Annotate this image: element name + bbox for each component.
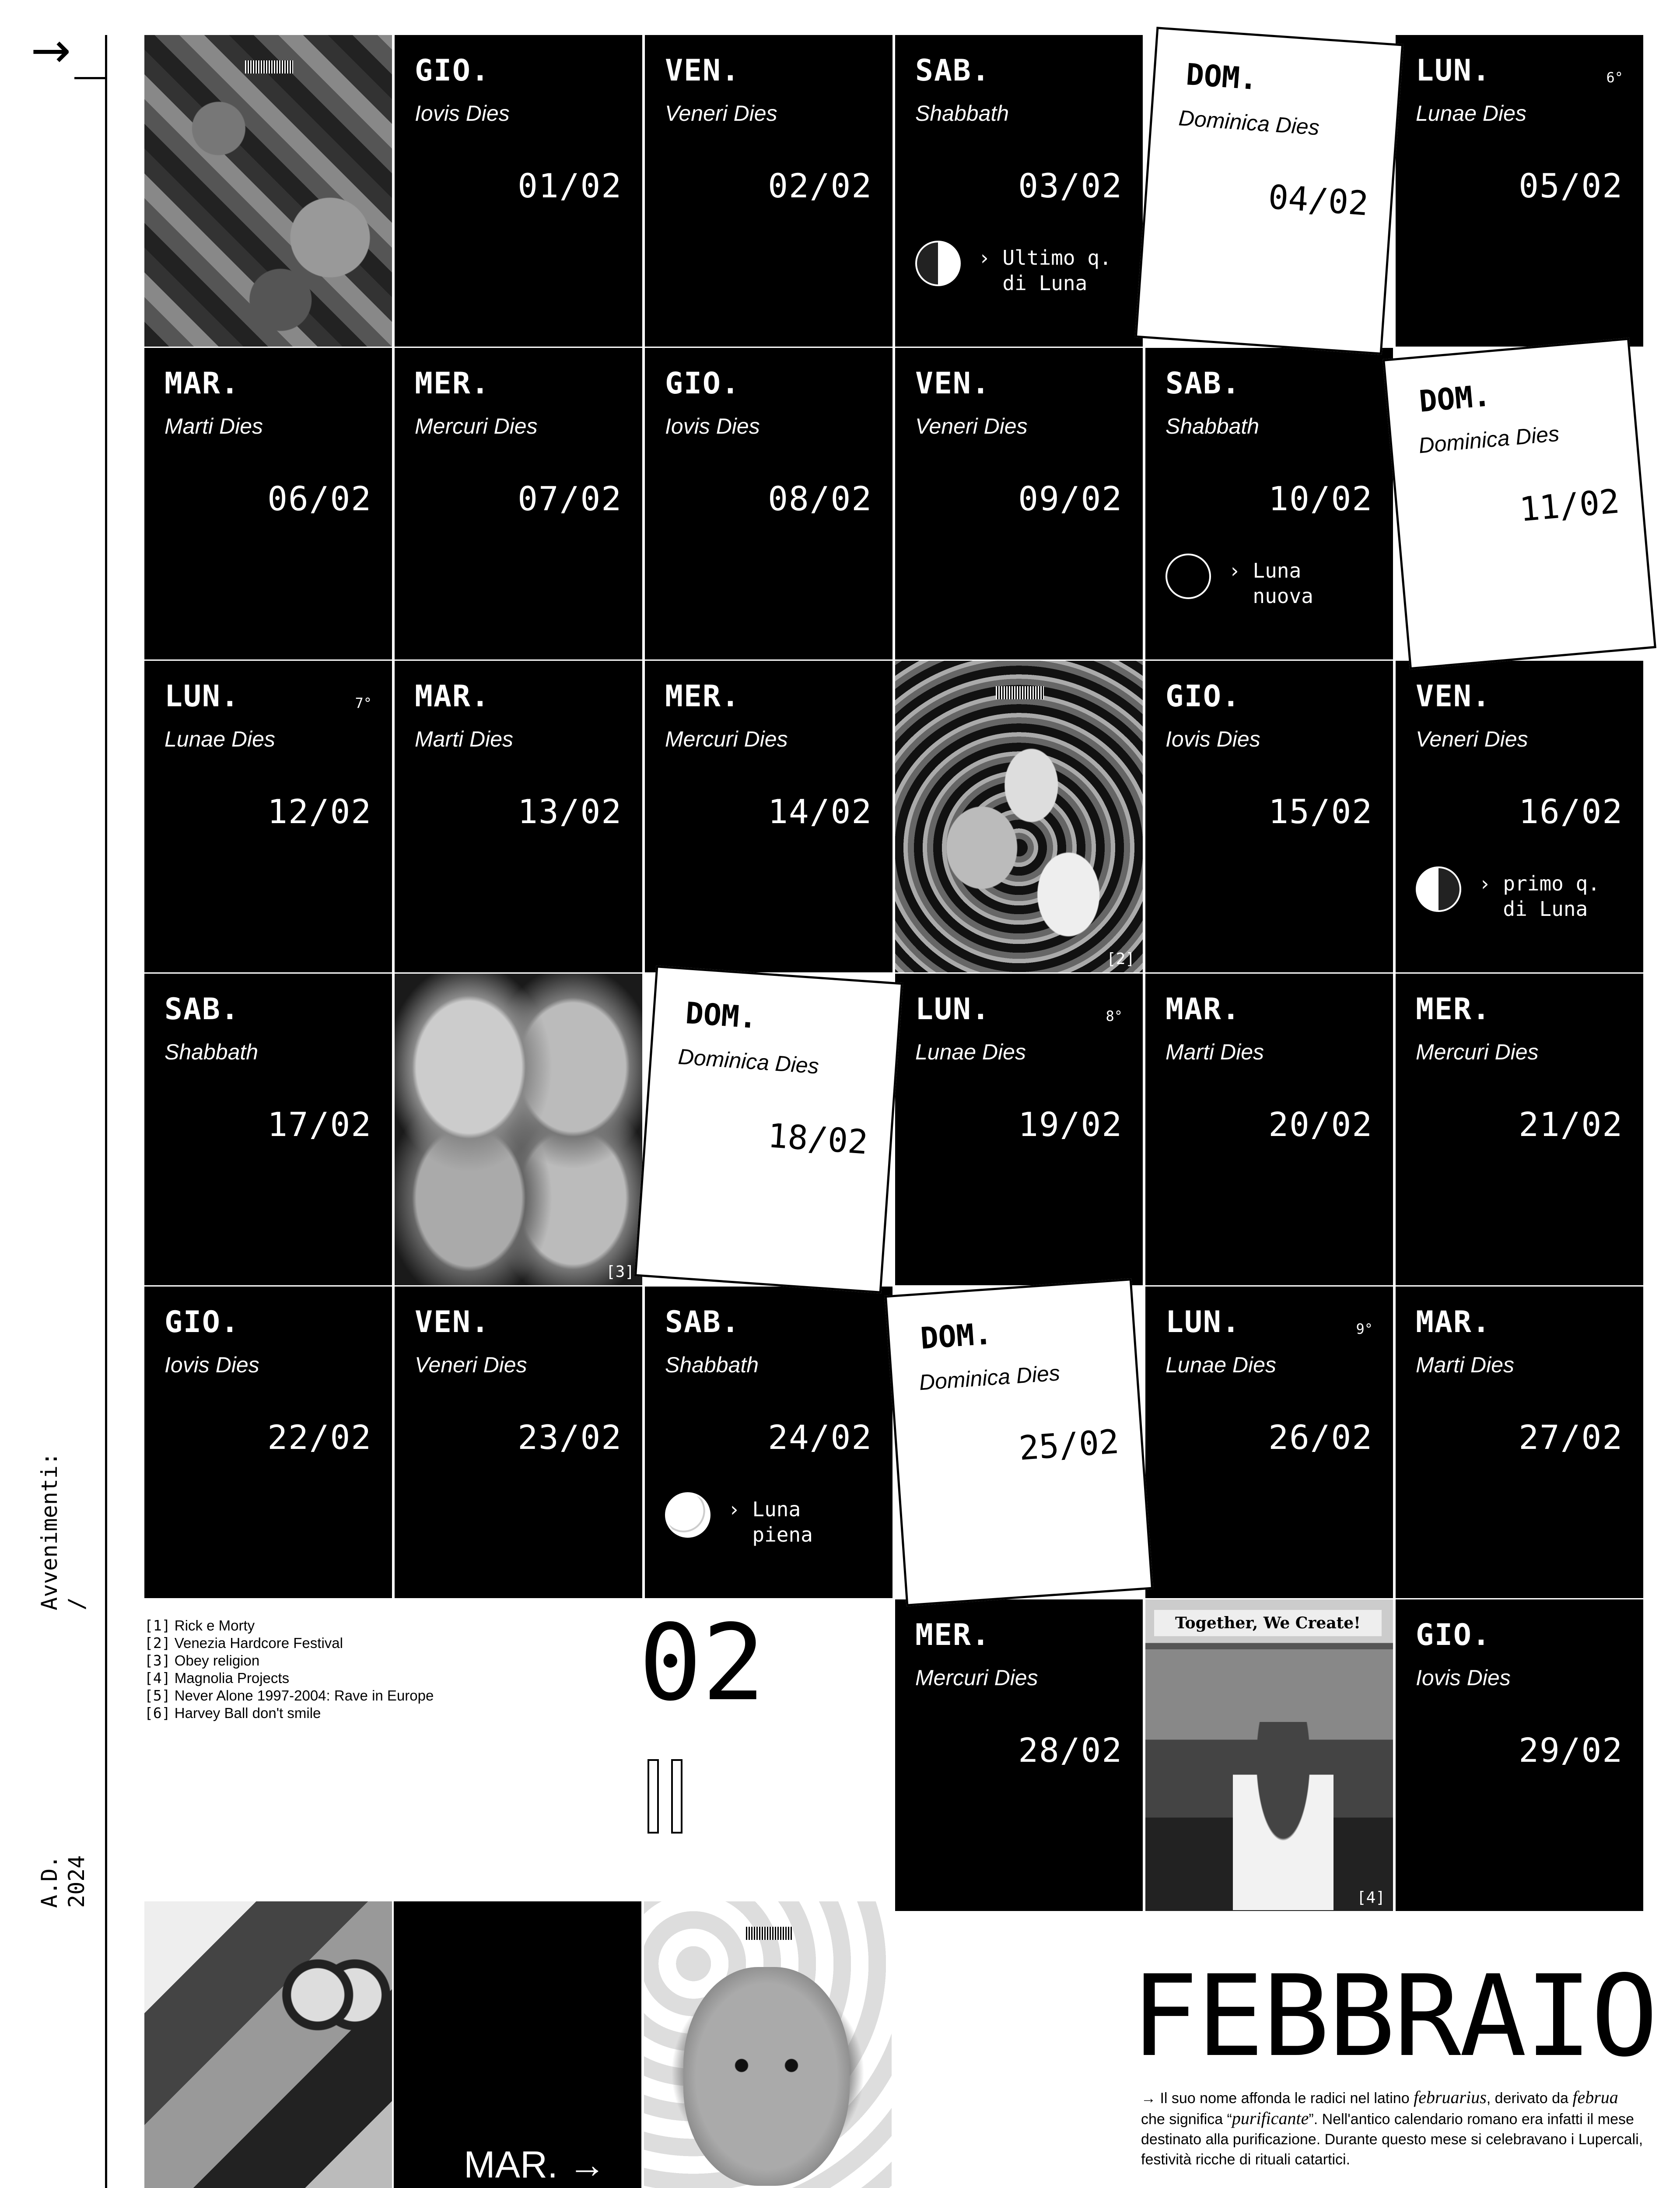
day-abbr: LUN. — [915, 992, 990, 1027]
face-portrait — [683, 1967, 850, 2186]
day-abbr: VEN. — [1416, 679, 1491, 714]
day-cell[interactable] — [1145, 974, 1393, 1285]
day-cell[interactable] — [645, 1287, 892, 1598]
photo-ref: [2] — [1106, 950, 1135, 968]
photo-obey-religion — [395, 974, 642, 1285]
day-latin: Lunae Dies — [1416, 101, 1526, 126]
day-abbr: MAR. — [1416, 1305, 1491, 1339]
day-latin: Dominica Dies — [918, 1360, 1061, 1395]
day-latin: Veneri Dies — [1416, 727, 1528, 751]
day-latin: Marti Dies — [164, 414, 263, 438]
day-date: 22/02 — [267, 1418, 372, 1457]
day-cell[interactable] — [1396, 1287, 1643, 1598]
day-date: 01/02 — [518, 166, 622, 205]
day-cell[interactable] — [1396, 661, 1643, 972]
year-label — [36, 1855, 90, 1908]
day-cell[interactable] — [144, 661, 392, 972]
day-date: 16/02 — [1519, 792, 1623, 831]
day-abbr: VEN. — [665, 53, 740, 88]
day-date: 05/02 — [1519, 166, 1623, 205]
sunday-card[interactable] — [1135, 27, 1404, 355]
photo-hardcore-festival — [895, 661, 1143, 972]
day-cell[interactable] — [395, 1287, 642, 1598]
roman-two-icon — [648, 1759, 691, 1834]
footnote-item — [144, 1687, 434, 1704]
moon-phase-text: › Luna piena — [728, 1497, 813, 1546]
day-date: 03/02 — [1018, 166, 1123, 205]
day-abbr: VEN. — [915, 366, 990, 401]
day-cell[interactable] — [395, 348, 642, 659]
day-abbr: LUN. — [1416, 53, 1491, 88]
day-date: 17/02 — [267, 1105, 372, 1144]
day-abbr: DOM. — [919, 1316, 994, 1357]
sunday-card[interactable] — [634, 965, 903, 1294]
day-date: 21/02 — [1519, 1105, 1623, 1144]
sunday-card[interactable] — [885, 1278, 1153, 1606]
day-date: 07/02 — [518, 479, 622, 518]
poster-banner: Together, We Create! — [1154, 1610, 1382, 1636]
moon-phase-text: › Ultimo q. di Luna — [978, 246, 1112, 295]
day-date: 12/02 — [267, 792, 372, 831]
day-latin: Lunae Dies — [164, 727, 275, 751]
photo-ref: [3] — [606, 1263, 634, 1281]
moon-phase-text: › primo q. di Luna — [1479, 872, 1600, 921]
day-latin: Iovis Dies — [665, 414, 760, 438]
day-cell[interactable] — [1145, 661, 1393, 972]
day-cell[interactable] — [645, 348, 892, 659]
day-date: 11/02 — [1518, 481, 1621, 529]
day-abbr: DOM. — [1418, 378, 1492, 419]
week-number: 7° — [355, 695, 372, 712]
events-label-text: Avvenimenti: — [37, 1452, 62, 1610]
day-abbr: LUN. — [1166, 1305, 1241, 1339]
day-date: 23/02 — [518, 1418, 622, 1457]
day-latin: Mercuri Dies — [665, 727, 788, 751]
events-label — [36, 1452, 90, 1610]
footnote-text: Venezia Hardcore Festival — [174, 1635, 343, 1651]
day-latin: Shabbath — [915, 101, 1009, 126]
footnote-number: [2] — [144, 1634, 171, 1652]
day-cell[interactable] — [645, 661, 892, 972]
day-latin: Mercuri Dies — [915, 1666, 1038, 1690]
week-number: 9° — [1356, 1321, 1373, 1337]
day-latin: Shabbath — [665, 1353, 759, 1377]
day-abbr: GIO. — [164, 1305, 240, 1339]
day-latin: Iovis Dies — [164, 1353, 259, 1377]
day-abbr: MER. — [665, 679, 740, 714]
day-abbr: MER. — [415, 366, 490, 401]
day-abbr: MAR. — [164, 366, 240, 401]
day-cell[interactable] — [1145, 1287, 1393, 1598]
footnote-text: Obey religion — [174, 1652, 260, 1669]
photo-ref: [4] — [1356, 1889, 1385, 1907]
day-cell[interactable] — [1396, 35, 1643, 347]
day-abbr: VEN. — [415, 1305, 490, 1339]
day-cell[interactable] — [144, 348, 392, 659]
footnote-item — [144, 1634, 434, 1652]
moon-phase-text: › Luna nuova — [1228, 559, 1313, 608]
footnote-text: Rick e Morty — [174, 1617, 255, 1634]
day-date: 04/02 — [1267, 177, 1370, 223]
day-abbr: GIO. — [1166, 679, 1241, 714]
day-date: 10/02 — [1268, 479, 1373, 518]
day-abbr: SAB. — [915, 53, 990, 88]
footnote-number: [4] — [144, 1669, 171, 1687]
day-abbr: GIO. — [415, 53, 490, 88]
day-abbr: MER. — [1416, 992, 1491, 1027]
day-abbr: MAR. — [415, 679, 490, 714]
person-figure — [1233, 1722, 1334, 1910]
moon-phase-icon — [915, 241, 961, 286]
day-cell[interactable] — [144, 974, 392, 1285]
day-latin: Mercuri Dies — [415, 414, 538, 438]
day-date: 15/02 — [1268, 792, 1373, 831]
day-cell[interactable] — [645, 35, 892, 347]
week-number: 8° — [1106, 1008, 1123, 1024]
next-month-cell[interactable] — [394, 1901, 641, 2188]
day-abbr: GIO. — [1416, 1618, 1491, 1652]
day-latin: Iovis Dies — [1416, 1666, 1511, 1690]
moon-phase-icon — [1166, 554, 1211, 599]
day-latin: Iovis Dies — [415, 101, 510, 126]
footnote-text: Magnolia Projects — [174, 1670, 290, 1686]
day-date: 13/02 — [518, 792, 622, 831]
day-abbr: SAB. — [1166, 366, 1241, 401]
photo-magnolia-projects — [1145, 1599, 1393, 1911]
day-abbr: DOM. — [684, 996, 759, 1036]
footnote-item — [144, 1704, 434, 1722]
barcode-icon — [245, 60, 293, 74]
day-date: 24/02 — [768, 1418, 872, 1457]
day-date: 19/02 — [1018, 1105, 1123, 1144]
day-cell[interactable] — [1145, 348, 1393, 659]
day-abbr: GIO. — [665, 366, 740, 401]
day-cell[interactable] — [395, 35, 642, 347]
day-date: 20/02 — [1268, 1105, 1373, 1144]
moon-phase-icon — [665, 1492, 710, 1538]
back-arrow-icon[interactable]: → — [31, 22, 71, 78]
day-abbr: DOM. — [1185, 57, 1259, 97]
year-text: 2024 — [64, 1855, 89, 1908]
next-month-link[interactable]: MAR. → — [464, 2144, 606, 2186]
day-abbr: LUN. — [164, 679, 240, 714]
day-date: 25/02 — [1018, 1422, 1120, 1468]
day-latin: Mercuri Dies — [1416, 1040, 1539, 1064]
day-date: 08/02 — [768, 479, 872, 518]
photo-rick-and-morty — [144, 35, 392, 347]
day-date: 29/02 — [1519, 1731, 1623, 1770]
footnote-number: [6] — [144, 1704, 171, 1722]
footnote-number: [3] — [144, 1652, 171, 1669]
day-cell[interactable] — [895, 1599, 1143, 1911]
footnote-item — [144, 1669, 434, 1687]
day-latin: Dominica Dies — [1418, 421, 1561, 458]
calendar-grid — [144, 35, 1645, 1907]
events-label-slash: / — [64, 1597, 89, 1610]
sidebar-divider — [105, 35, 107, 2188]
footnotes — [144, 1617, 434, 1722]
day-date: 28/02 — [1018, 1731, 1123, 1770]
month-number: 02 — [639, 1602, 765, 1724]
footnote-number: [1] — [144, 1617, 171, 1634]
barcode-icon — [996, 686, 1044, 699]
day-cell[interactable] — [895, 348, 1143, 659]
day-abbr: SAB. — [665, 1305, 740, 1339]
day-latin: Iovis Dies — [1166, 727, 1260, 751]
day-cell[interactable] — [1396, 1599, 1643, 1911]
day-latin: Shabbath — [1166, 414, 1260, 438]
day-abbr: MAR. — [1166, 992, 1241, 1027]
day-latin: Marti Dies — [415, 727, 514, 751]
day-latin: Dominica Dies — [677, 1044, 820, 1079]
day-cell[interactable] — [895, 974, 1143, 1285]
sunday-card[interactable] — [1382, 338, 1656, 670]
day-latin: Dominica Dies — [1178, 105, 1320, 140]
photo-harvey-ball — [644, 1901, 892, 2188]
day-latin: Lunae Dies — [1166, 1353, 1276, 1377]
day-latin: Marti Dies — [1166, 1040, 1264, 1064]
footnote-item — [144, 1652, 434, 1669]
footnote-number: [5] — [144, 1687, 171, 1704]
day-latin: Veneri Dies — [415, 1353, 527, 1377]
page-title: FEBBRAIO — [1131, 1951, 1656, 2082]
ad-label: A.D. — [37, 1855, 62, 1908]
day-date: 27/02 — [1519, 1418, 1623, 1457]
day-latin: Marti Dies — [1416, 1353, 1515, 1377]
footnote-text: Harvey Ball don't smile — [174, 1705, 321, 1721]
day-date: 02/02 — [768, 166, 872, 205]
day-latin: Lunae Dies — [915, 1040, 1026, 1064]
day-cell[interactable] — [895, 35, 1143, 347]
day-latin: Veneri Dies — [665, 101, 777, 126]
day-date: 06/02 — [267, 479, 372, 518]
footnote-text: Never Alone 1997-2004: Rave in Europe — [174, 1687, 434, 1704]
sidebar-tick — [74, 77, 105, 79]
barcode-icon — [745, 1927, 793, 1940]
day-date: 26/02 — [1268, 1418, 1373, 1457]
day-date: 14/02 — [768, 792, 872, 831]
day-abbr: SAB. — [164, 992, 240, 1027]
day-cell[interactable] — [1396, 974, 1643, 1285]
month-description: → Il suo nome affonda le radici nel latino februarius, derivato da februa che significa “purificante”. Nell'antico calendario romano era infatti il mese destinato alla purificazione. Durante questo mese si celebravano i Lupercali, festività ricche di rituali catartici. — [1141, 2087, 1643, 2168]
day-date: 09/02 — [1018, 479, 1123, 518]
day-date: 18/02 — [766, 1116, 869, 1162]
day-latin: Shabbath — [164, 1040, 259, 1064]
week-number: 6° — [1606, 69, 1623, 86]
day-abbr: MER. — [915, 1618, 990, 1652]
photo-rave-in-europe — [144, 1901, 392, 2188]
day-cell[interactable] — [395, 661, 642, 972]
footnote-item — [144, 1617, 434, 1634]
day-latin: Veneri Dies — [915, 414, 1028, 438]
day-cell[interactable] — [144, 1287, 392, 1598]
moon-phase-icon — [1416, 866, 1461, 912]
